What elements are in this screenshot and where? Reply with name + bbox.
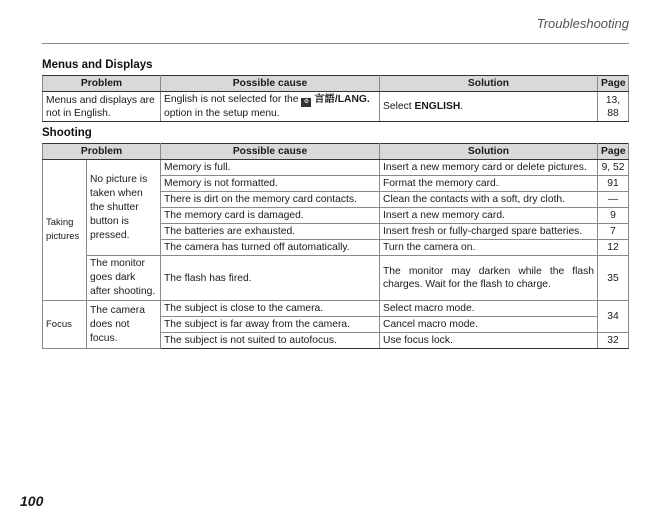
- cause-cell: There is dirt on the memory card contacts.: [161, 192, 380, 208]
- page-cell: 35: [598, 256, 629, 301]
- english-option: ENGLISH: [414, 101, 461, 112]
- column-header-problem: Problem: [43, 144, 161, 160]
- subproblem-no-focus: The camera does not focus.: [87, 301, 161, 349]
- section-title-menus: Menus and Displays: [42, 59, 153, 71]
- shooting-table: [42, 143, 629, 349]
- cause-cell: The camera has turned off automatically.: [161, 240, 380, 256]
- category-focus: Focus: [43, 301, 87, 349]
- subproblem-monitor-dark: The monitor goes dark after shooting.: [87, 256, 161, 301]
- solution-period: .: [460, 101, 464, 112]
- running-head: Troubleshooting: [536, 16, 629, 31]
- cause-cell: [161, 92, 380, 122]
- solution-cell: Insert a new memory card or delete pictures.: [380, 160, 598, 176]
- solution-cell: Use focus lock.: [380, 333, 598, 349]
- page-cell: 9, 52: [598, 160, 629, 176]
- solution-cell: The monitor may darken while the flash charges. Wait for the flash to charge.: [380, 256, 598, 301]
- language-menu-label: 言語/LANG.: [314, 94, 370, 105]
- cause-cell: The flash has fired.: [161, 256, 380, 301]
- page-cell: 34: [598, 301, 629, 333]
- problem-cell: Menus and displays are not in English.: [43, 92, 161, 122]
- cause-cell: The batteries are exhausted.: [161, 224, 380, 240]
- solution-cell: Insert a new memory card.: [380, 208, 598, 224]
- solution-cell: [380, 92, 598, 122]
- page-cell: 32: [598, 333, 629, 349]
- table-header-row: [43, 76, 629, 92]
- menus-table: [42, 75, 629, 122]
- solution-cell: Clean the contacts with a soft, dry cloth.: [380, 192, 598, 208]
- cause-cell: Memory is not formatted.: [161, 176, 380, 192]
- section-title-shooting: Shooting: [42, 127, 92, 139]
- column-header-page: Page: [598, 144, 629, 160]
- subproblem-no-picture: No picture is taken when the shutter button is pressed.: [87, 160, 161, 256]
- table-header-row: [43, 144, 629, 160]
- solution-cell: Select macro mode.: [380, 301, 598, 317]
- column-header-cause: Possible cause: [161, 76, 380, 92]
- page-cell: 12: [598, 240, 629, 256]
- cause-cell: Memory is full.: [161, 160, 380, 176]
- cause-text-end: option in the setup menu.: [164, 108, 280, 119]
- cause-text: English is not selected for the: [164, 94, 299, 105]
- page-cell: —: [598, 192, 629, 208]
- column-header-solution: Solution: [380, 76, 598, 92]
- solution-text: Select: [383, 101, 412, 112]
- page-cell: 7: [598, 224, 629, 240]
- solution-cell: Turn the camera on.: [380, 240, 598, 256]
- solution-cell: Insert fresh or fully-charged spare batteries.: [380, 224, 598, 240]
- page-number: 100: [20, 493, 44, 509]
- table-row: [43, 92, 629, 122]
- header-rule: [42, 43, 629, 44]
- cause-cell: The subject is close to the camera.: [161, 301, 380, 317]
- solution-cell: Format the memory card.: [380, 176, 598, 192]
- page-cell: 91: [598, 176, 629, 192]
- cause-cell: The subject is far away from the camera.: [161, 317, 380, 333]
- cause-cell: The subject is not suited to autofocus.: [161, 333, 380, 349]
- setup-menu-icon: ⚙: [301, 98, 311, 107]
- column-header-cause: Possible cause: [161, 144, 380, 160]
- category-taking-pictures: Taking pictures: [43, 160, 87, 301]
- table-row: [43, 301, 629, 317]
- table-row: [43, 256, 629, 301]
- solution-cell: Cancel macro mode.: [380, 317, 598, 333]
- table-row: [43, 160, 629, 176]
- column-header-page: Page: [598, 76, 629, 92]
- column-header-solution: Solution: [380, 144, 598, 160]
- page-cell: 9: [598, 208, 629, 224]
- cause-cell: The memory card is damaged.: [161, 208, 380, 224]
- page-cell: 13, 88: [598, 92, 629, 122]
- column-header-problem: Problem: [43, 76, 161, 92]
